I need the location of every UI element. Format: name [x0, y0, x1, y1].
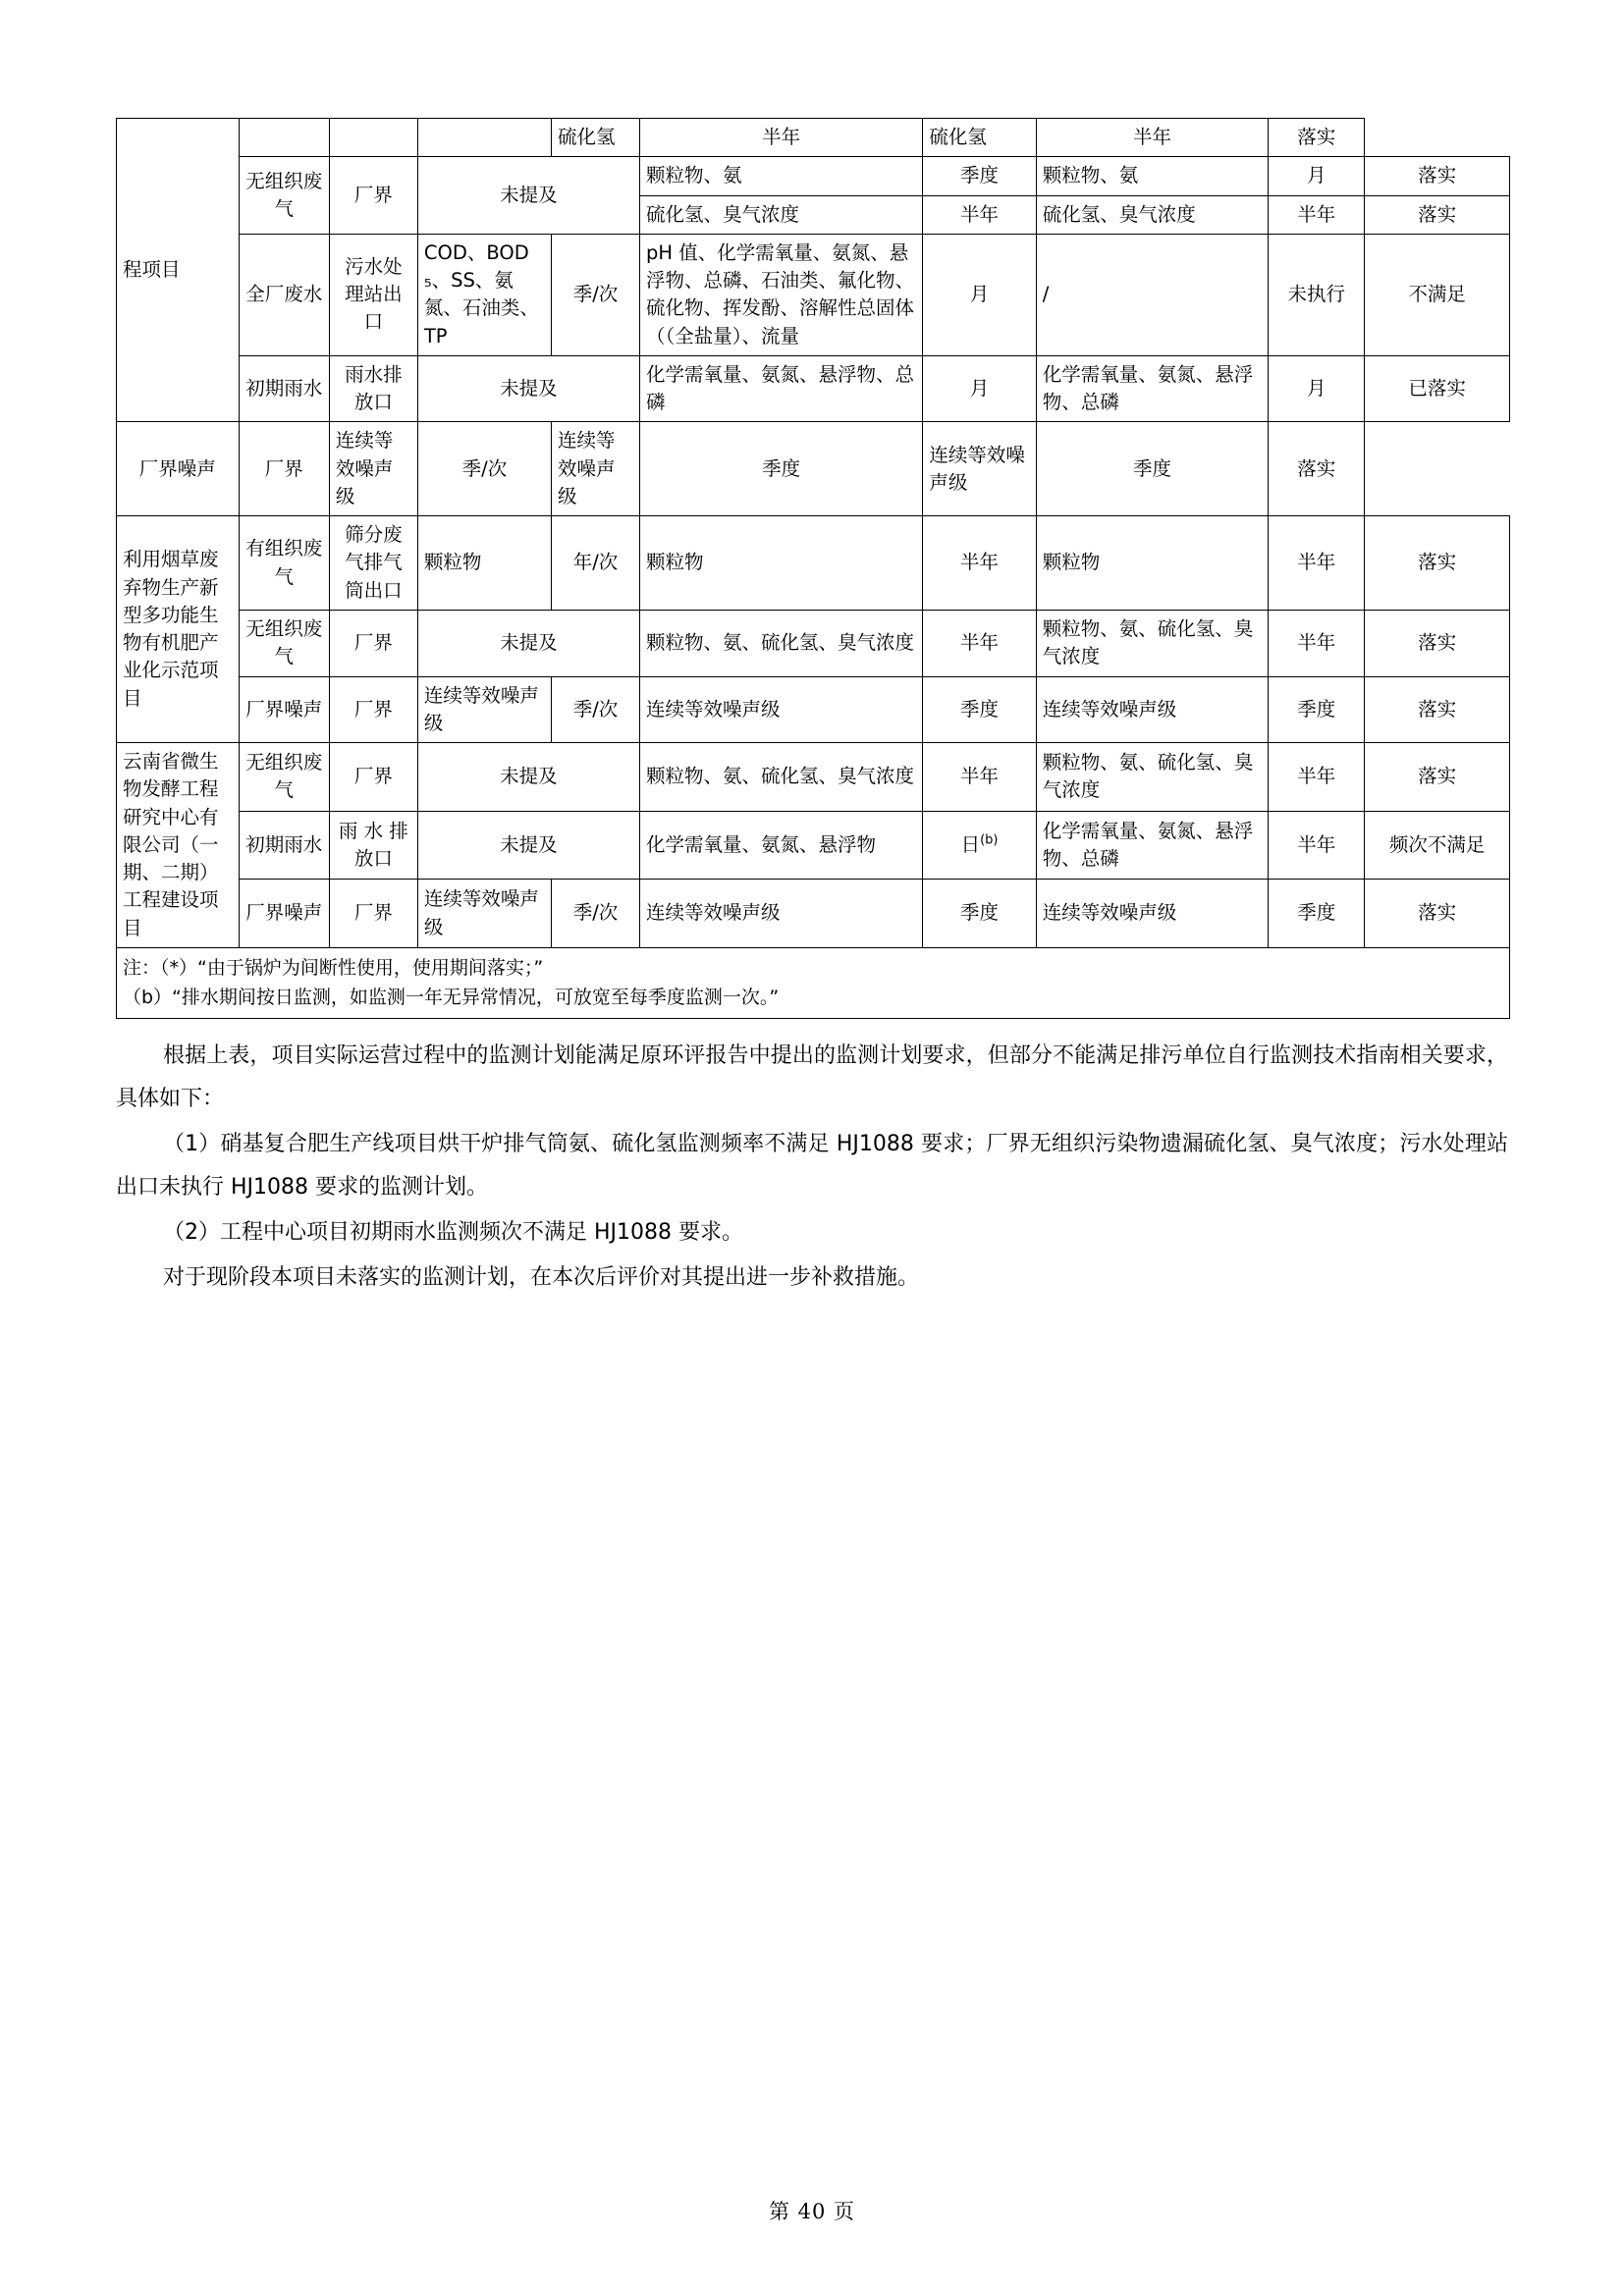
cell: 半年: [923, 743, 1036, 812]
cell: 连续等效噪声级: [551, 422, 639, 516]
monitoring-plan-table: [116, 118, 1510, 1019]
cell: 连续等效噪声级: [417, 880, 551, 948]
table-row: [117, 743, 1510, 812]
cell: 化学需氧量、氨氮、悬浮物、总磷: [1036, 355, 1269, 422]
cell: 化学需氧量、氨氮、悬浮物、总磷: [1036, 811, 1269, 880]
cell: 季度: [1269, 676, 1365, 743]
cell: 落实: [1269, 119, 1365, 157]
table-row: [117, 157, 1510, 195]
cell: 无组织废气: [239, 610, 329, 676]
cell: 颗粒物、氨、硫化氢、臭气浓度: [1036, 610, 1269, 676]
cell: 季度: [639, 422, 922, 516]
cell: 颗粒物、氨、硫化氢、臭气浓度: [1036, 743, 1269, 812]
cell: 硫化氢: [923, 119, 1036, 157]
cell: 季/次: [551, 880, 639, 948]
cell: 全厂废水: [239, 234, 329, 355]
page-number: 第 40 页: [768, 2200, 856, 2223]
cell: 雨水排放口: [329, 355, 417, 422]
table-row: [117, 676, 1510, 743]
table-row: [117, 811, 1510, 880]
note-line-2: （b）“排水期间按日监测，如监测一年无异常情况，可放宽至每季度监测一次。”: [123, 987, 780, 1009]
cell: 颗粒物、氨、硫化氢、臭气浓度: [639, 743, 922, 812]
cell: 无组织废气: [239, 157, 329, 235]
cell: COD、BOD₅、SS、氨氮、石油类、TP: [417, 234, 551, 355]
cell: 落实: [1365, 195, 1510, 234]
cell: 月: [923, 355, 1036, 422]
body-text: [116, 1035, 1508, 1300]
cell: 半年: [1269, 516, 1365, 611]
cell: 初期雨水: [239, 811, 329, 880]
cell: 颗粒物、氨、硫化氢、臭气浓度: [639, 610, 922, 676]
cell: 连续等效噪声级: [923, 422, 1036, 516]
table-row: [117, 516, 1510, 611]
project-name-cell: 云南省微生物发酵工程研究中心有限公司（一期、二期）工程建设项目: [117, 743, 240, 948]
cell: 硫化氢: [551, 119, 639, 157]
cell: 已落实: [1365, 355, 1510, 422]
cell: 厂界: [329, 743, 417, 812]
cell: 半年: [1036, 119, 1269, 157]
frequency-base: 日: [960, 832, 981, 856]
cell: 季度: [1036, 422, 1269, 516]
cell: pH 值、化学需氧量、氨氮、悬浮物、总磷、石油类、氟化物、硫化物、挥发酚、溶解性总固体（（全盐量）、流量: [639, 234, 922, 355]
cell: 半年: [923, 195, 1036, 234]
cell: 月: [1269, 355, 1365, 422]
cell: 无组织废气: [239, 743, 329, 812]
cell: 季度: [1269, 880, 1365, 948]
paragraph-3: （2）工程中心项目初期雨水监测频次不满足 HJ1088 要求。: [163, 1219, 744, 1245]
cell: 半年: [1269, 195, 1365, 234]
cell: 落实: [1365, 516, 1510, 611]
table-row: [117, 355, 1510, 422]
cell: 半年: [639, 119, 922, 157]
cell: 未提及: [417, 610, 639, 676]
cell: 硫化氢、臭气浓度: [1036, 195, 1269, 234]
project-name-cell: 程项目: [117, 119, 240, 422]
cell: 落实: [1365, 676, 1510, 743]
cell: 未提及: [417, 355, 639, 422]
cell: 季度: [923, 157, 1036, 195]
cell: 颗粒物、氨: [639, 157, 922, 195]
cell: 颗粒物、氨: [1036, 157, 1269, 195]
cell: 厂界: [329, 676, 417, 743]
frequency-cell-with-footnote: [923, 811, 1036, 880]
cell: [329, 119, 417, 157]
cell: 季/次: [551, 676, 639, 743]
cell: 厂界: [329, 610, 417, 676]
cell: 厂界: [329, 880, 417, 948]
table-row: [117, 880, 1510, 948]
cell: [417, 119, 551, 157]
cell: 厂界噪声: [117, 422, 240, 516]
cell: 化学需氧量、氨氮、悬浮物、总磷: [639, 355, 922, 422]
cell: 季/次: [551, 234, 639, 355]
cell: 有组织废气: [239, 516, 329, 611]
project-name-cell: 利用烟草废弃物生产新型多功能生物有机肥产业化示范项目: [117, 516, 240, 743]
cell: 筛分废气排气筒出口: [329, 516, 417, 611]
cell: 厂界: [329, 157, 417, 235]
cell: 季度: [923, 880, 1036, 948]
cell: 月: [1269, 157, 1365, 195]
cell: 厂界噪声: [239, 676, 329, 743]
cell: 半年: [1269, 610, 1365, 676]
cell: 连续等效噪声级: [1036, 880, 1269, 948]
table-row: [117, 234, 1510, 355]
paragraph-1: 根据上表，项目实际运营过程中的监测计划能满足原环评报告中提出的监测计划要求，但部分不能满足排污单位自行监测技术指南相关要求，具体如下：: [116, 1042, 1508, 1111]
cell: 未提及: [417, 157, 639, 235]
cell: 连续等效噪声级: [639, 880, 922, 948]
cell: 半年: [1269, 743, 1365, 812]
table-row: [117, 422, 1510, 516]
cell: 频次不满足: [1365, 811, 1510, 880]
cell: 连续等效噪声级: [417, 676, 551, 743]
cell: 落实: [1269, 422, 1365, 516]
cell: 落实: [1365, 743, 1510, 812]
cell: 颗粒物: [1036, 516, 1269, 611]
cell: 未执行: [1269, 234, 1365, 355]
cell: 未提及: [417, 743, 639, 812]
cell: 化学需氧量、氨氮、悬浮物: [639, 811, 922, 880]
cell: 初期雨水: [239, 355, 329, 422]
cell: [239, 119, 329, 157]
cell: 颗粒物: [639, 516, 922, 611]
cell: 厂界: [239, 422, 329, 516]
cell: 厂界噪声: [239, 880, 329, 948]
cell: 月: [923, 234, 1036, 355]
cell: 落实: [1365, 157, 1510, 195]
cell: 连续等效噪声级: [639, 676, 922, 743]
table-row: [117, 610, 1510, 676]
cell: 半年: [923, 516, 1036, 611]
cell: 落实: [1365, 610, 1510, 676]
cell: 未提及: [417, 811, 639, 880]
cell: 落实: [1365, 880, 1510, 948]
cell: 连续等效噪声级: [329, 422, 417, 516]
cell: 半年: [1269, 811, 1365, 880]
cell: /: [1036, 234, 1269, 355]
cell: 半年: [923, 610, 1036, 676]
cell: 季/次: [417, 422, 551, 516]
table-notes-row: [117, 947, 1510, 1018]
cell: 雨 水 排 放口: [329, 811, 417, 880]
footnote-marker: (b): [980, 832, 999, 848]
cell: 不满足: [1365, 234, 1510, 355]
paragraph-4: 对于现阶段本项目未落实的监测计划，在本次后评价对其提出进一步补救措施。: [163, 1264, 920, 1290]
cell: 季度: [923, 676, 1036, 743]
cell: 颗粒物: [417, 516, 551, 611]
cell: 年/次: [551, 516, 639, 611]
cell: 连续等效噪声级: [1036, 676, 1269, 743]
table-notes: [117, 947, 1510, 1018]
paragraph-2: （1）硝基复合肥生产线项目烘干炉排气筒氨、硫化氢监测频率不满足 HJ1088 要求；厂界无组织污染物遗漏硫化氢、臭气浓度；污水处理站出口未执行 HJ1088 要求的监测计划。: [116, 1131, 1508, 1200]
cell: 硫化氢、臭气浓度: [639, 195, 922, 234]
table-row: [117, 119, 1510, 157]
note-line-1: 注：（*）“由于锅炉为间断性使用，使用期间落实；”: [123, 956, 544, 979]
cell: 污水处理站出口: [329, 234, 417, 355]
